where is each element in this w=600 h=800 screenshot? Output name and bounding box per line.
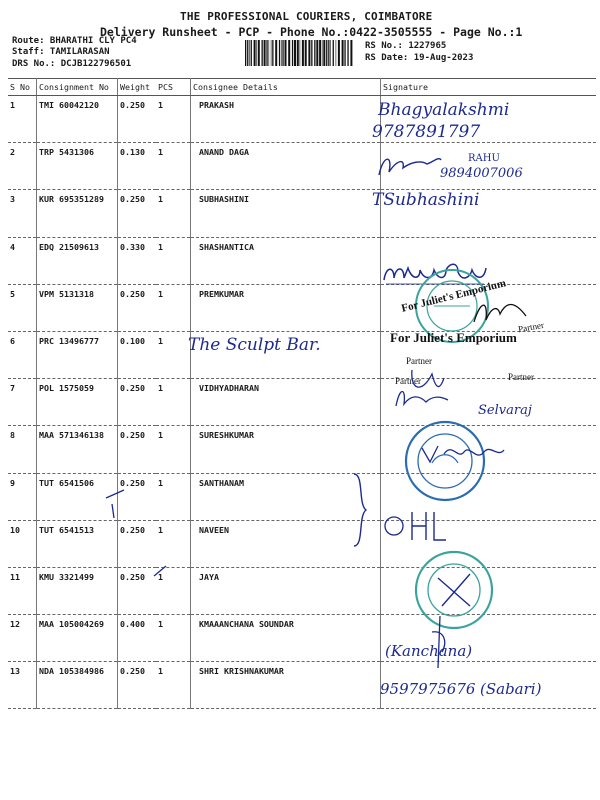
row-weight: 0.250 (118, 567, 157, 614)
barcode-bar (258, 40, 260, 66)
table-header-row (8, 79, 596, 96)
barcode-bar (245, 40, 246, 66)
barcode-bar (336, 40, 337, 66)
row-consignment-no: KMU 3321499 (37, 567, 118, 614)
row-consignee-cell (191, 662, 381, 709)
row-pcs: 1 (156, 615, 191, 662)
row-consignee: SUBHASHINI (199, 194, 249, 205)
barcode-bar (288, 40, 290, 66)
barcode-bar (302, 40, 304, 66)
row-consignment-no: EDQ 21509613 (37, 237, 118, 284)
row-weight: 0.100 (118, 331, 157, 378)
runsheet-title: Delivery Runsheet - PCP - Phone No.:0422-3505555 - Page No.:1 (100, 25, 523, 39)
stamp-partner-3: Partner (395, 376, 421, 386)
signature-row2-name: RAHU (468, 153, 500, 164)
row-consignee-cell (191, 143, 381, 190)
barcode-bar (262, 40, 263, 66)
barcode-bar (285, 40, 287, 66)
rs-date: RS Date: 19-Aug-2023 (365, 53, 474, 63)
row-consignee-cell (191, 237, 381, 284)
barcode-bar (272, 40, 273, 66)
row-weight: 0.250 (118, 662, 157, 709)
row-consignment-no: TMI 60042120 (37, 96, 118, 143)
stamp-partner-4: Partner (508, 372, 534, 382)
row-consignment-no: PRC 13496777 (37, 331, 118, 378)
row-pcs: 1 (156, 662, 191, 709)
barcode-bar (294, 40, 296, 66)
row-signature-cell (381, 190, 597, 237)
row-pcs: 1 (156, 284, 191, 331)
barcode-bar (347, 40, 348, 66)
row-weight: 0.330 (118, 237, 157, 284)
row-consignee: PREMKUMAR (199, 288, 244, 299)
col-signature: Signature (381, 79, 597, 96)
table-row (8, 520, 596, 567)
row-weight: 0.250 (118, 96, 157, 143)
row-pcs: 1 (156, 473, 191, 520)
barcode-bar (249, 40, 250, 66)
row-consignee: KMAAANCHANA SOUNDAR (199, 619, 294, 630)
row-sno: 3 (8, 190, 37, 237)
barcode-bar (333, 40, 334, 66)
row-signature-cell (381, 96, 597, 143)
row-consignment-no: KUR 695351289 (37, 190, 118, 237)
barcode-bar (328, 40, 329, 66)
row-sno: 6 (8, 331, 37, 378)
row-consignee-cell (191, 520, 381, 567)
row-pcs: 1 (156, 567, 191, 614)
row-consignee: NAVEEN (199, 524, 229, 535)
row-weight: 0.250 (118, 379, 157, 426)
row-pcs: 1 (156, 190, 191, 237)
barcode-bar (305, 40, 307, 66)
table-row (8, 615, 596, 662)
barcode-bar (281, 40, 282, 66)
row-pcs: 1 (156, 331, 191, 378)
rs-number: RS No.: 1227965 (365, 41, 447, 51)
barcode-bar (247, 40, 248, 66)
row-sno: 11 (8, 567, 37, 614)
row-signature-cell (381, 473, 597, 520)
handwritten-note-row6: The Sculpt Bar. (188, 335, 321, 355)
row-signature-cell (381, 284, 597, 331)
barcode-bar (350, 40, 352, 66)
stamp-partner-2: Partner (406, 356, 432, 366)
row-consignee-cell (191, 379, 381, 426)
table-row (8, 379, 596, 426)
row-consignment-no: TUT 6541506 (37, 473, 118, 520)
barcode-bar (316, 40, 318, 66)
signature-row1-name: Bhagyalakshmi (378, 100, 510, 120)
signature-row1-phone: 9787891797 (372, 122, 481, 142)
row-consignment-no: VPM 5131318 (37, 284, 118, 331)
barcode-bar (322, 40, 323, 66)
row-signature-cell (381, 143, 597, 190)
barcode-bar (275, 40, 277, 66)
row-consignment-no: POL 1575059 (37, 379, 118, 426)
row-consignment-no: NDA 105384986 (37, 662, 118, 709)
runsheet-table (8, 78, 596, 709)
row-consignee: SHRI KRISHNAKUMAR (199, 666, 284, 677)
col-pcs: PCS (156, 79, 191, 96)
row-consignee: SANTHANAM (199, 477, 244, 488)
col-consignment: Consignment No (37, 79, 118, 96)
row-signature-cell (381, 520, 597, 567)
row-sno: 8 (8, 426, 37, 473)
signature-row8-name: Selvaraj (478, 403, 532, 418)
barcode-bar (254, 40, 256, 66)
row-consignee-cell (191, 567, 381, 614)
row-weight: 0.250 (118, 284, 157, 331)
row-consignment-no: MAA 571346138 (37, 426, 118, 473)
row-weight: 0.250 (118, 520, 157, 567)
row-sno: 5 (8, 284, 37, 331)
row-sno: 4 (8, 237, 37, 284)
col-details: Consignee Details (191, 79, 381, 96)
row-pcs: 1 (156, 520, 191, 567)
row-weight: 0.400 (118, 615, 157, 662)
barcode-bar (323, 40, 325, 66)
row-consignee: JAYA (199, 571, 219, 582)
row-consignee: SHASHANTICA (199, 241, 254, 252)
row-signature-cell (381, 615, 597, 662)
row-pcs: 1 (156, 96, 191, 143)
row-signature-cell (381, 237, 597, 284)
row-signature-cell (381, 331, 597, 378)
barcode-bar (297, 40, 299, 66)
barcode-bar (269, 40, 270, 66)
row-weight: 0.250 (118, 190, 157, 237)
row-pcs: 1 (156, 426, 191, 473)
row-pcs: 1 (156, 143, 191, 190)
barcode-bar (251, 40, 252, 66)
row-consignee-cell (191, 96, 381, 143)
row-signature-cell (381, 379, 597, 426)
row-pcs: 1 (156, 379, 191, 426)
row-sno: 7 (8, 379, 37, 426)
signature-row13-phone: 9597975676 (380, 680, 476, 698)
barcode-bar (326, 40, 327, 66)
row-signature-cell (381, 662, 597, 709)
barcode-bar (342, 40, 344, 66)
row-sno: 13 (8, 662, 37, 709)
row-consignee-cell (191, 190, 381, 237)
table-row (8, 473, 596, 520)
barcode-bar (300, 40, 301, 66)
signature-row2-phone: 9894007006 (440, 166, 523, 181)
barcode-bar (319, 40, 321, 66)
row-consignment-no: TRP 5431306 (37, 143, 118, 190)
row-consignee: ANAND DAGA (199, 147, 249, 158)
drs-number: DRS No.: DCJB122796501 (12, 59, 132, 69)
table-row (8, 284, 596, 331)
table-row (8, 237, 596, 284)
barcode-bar (330, 40, 331, 66)
row-consignee: PRAKASH (199, 100, 234, 110)
barcode-bar (338, 40, 340, 66)
barcode (245, 40, 355, 66)
table-row (8, 426, 596, 473)
row-weight: 0.250 (118, 426, 157, 473)
barcode-bar (292, 40, 293, 66)
row-consignment-no: TUT 6541513 (37, 520, 118, 567)
row-sno: 12 (8, 615, 37, 662)
table-row (8, 190, 596, 237)
barcode-bar (282, 40, 283, 66)
row-sno: 9 (8, 473, 37, 520)
row-consignee-cell (191, 426, 381, 473)
staff-label: Staff: TAMILARASAN (12, 47, 110, 57)
table-row (8, 331, 596, 378)
signature-row13-name-2: (Sabari) (480, 680, 542, 698)
stamp-partner-1: Partner (517, 319, 545, 335)
barcode-bar (311, 40, 312, 66)
row-consignee-cell (191, 473, 381, 520)
signature-row13-name: (Kanchana) (385, 642, 473, 660)
row-consignee-cell (191, 615, 381, 662)
barcode-bar (256, 40, 257, 66)
col-weight: Weight (118, 79, 157, 96)
table-row (8, 96, 596, 143)
stamp-juliet-rotated: For Juliet's Emporium (400, 277, 508, 315)
barcode-bar (308, 40, 310, 66)
row-signature-cell (381, 426, 597, 473)
signature-row3: TSubhashini (372, 190, 480, 210)
stamp-juliet: For Juliet's Emporium (390, 330, 517, 345)
row-consignee-cell (191, 331, 381, 378)
barcode-bar (266, 40, 267, 66)
row-sno: 10 (8, 520, 37, 567)
barcode-bar (279, 40, 280, 66)
row-pcs: 1 (156, 237, 191, 284)
barcode-bar (271, 40, 272, 66)
row-weight: 0.130 (118, 143, 157, 190)
row-consignee: SURESHKUMAR (199, 430, 254, 441)
barcode-bar (264, 40, 266, 66)
table-row (8, 662, 596, 709)
row-consignee: VIDHYADHARAN (199, 383, 259, 394)
table-row (8, 143, 596, 190)
table-row (8, 567, 596, 614)
row-sno: 2 (8, 143, 37, 190)
row-weight: 0.250 (118, 473, 157, 520)
row-sno: 1 (8, 96, 37, 143)
barcode-bar (314, 40, 315, 66)
col-sno: S No (8, 79, 37, 96)
company-name: THE PROFESSIONAL COURIERS, COIMBATORE (180, 10, 433, 23)
barcode-bar (344, 40, 345, 66)
route-label: Route: BHARATHI CLY PC4 (12, 36, 137, 46)
row-signature-cell (381, 567, 597, 614)
row-consignee-cell (191, 284, 381, 331)
row-consignment-no: MAA 105004269 (37, 615, 118, 662)
